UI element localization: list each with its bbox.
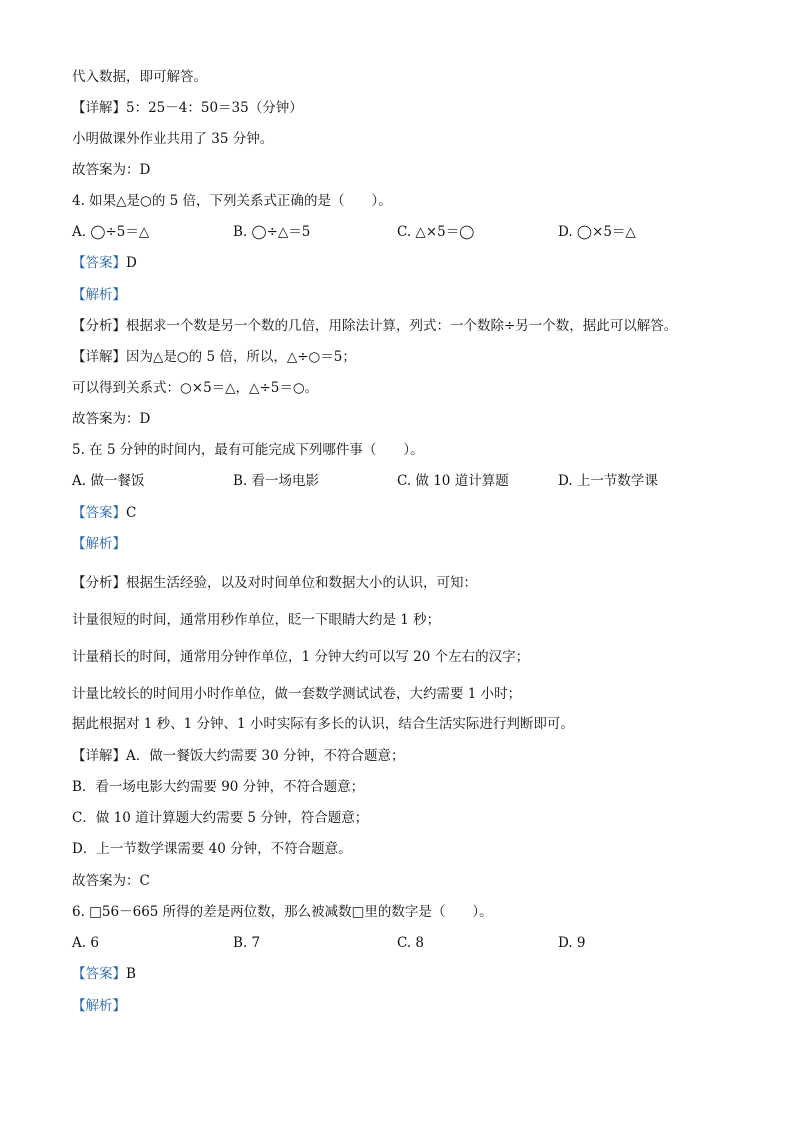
answer-value: C — [126, 505, 137, 521]
q6-option-c: C. 8 — [397, 935, 425, 951]
q4-answer — [72, 253, 137, 273]
text-line: 代入数据，即可解答。 — [72, 69, 207, 85]
q4-xiangjie — [72, 347, 356, 367]
q4-option-b: B. ◯÷△＝5 — [233, 224, 311, 240]
question-4: 4. 如果△是○的 5 倍，下列关系式正确的是（ ）。 — [72, 193, 392, 209]
q5-detail-c: C．做 10 道计算题大约需要 5 分钟，符合题意； — [72, 810, 369, 826]
question-6: 6. □56－665 所得的差是两位数，那么被减数□里的数字是（ ）。 — [72, 904, 493, 920]
q4-option-a: A. ◯÷5＝△ — [72, 224, 150, 240]
xiangjie-text: A．做一餐饭大约需要 30 分钟，不符合题意； — [126, 748, 405, 764]
q5-point-2: 计量稍长的时间，通常用分钟作单位，1 分钟大约可以写 20 个左右的汉字； — [72, 649, 530, 665]
q5-option-a: A. 做一餐饭 — [72, 473, 145, 489]
xiangjie-tag: 【详解】 — [72, 748, 126, 764]
q5-xiangjie — [72, 746, 405, 766]
q4-fenxi — [72, 316, 677, 336]
q6-answer — [72, 964, 136, 984]
q5-point-3: 计量比较长的时间用小时作单位，做一套数学测试试卷，大约需要 1 小时； — [72, 686, 522, 702]
answer-value: B — [126, 966, 136, 982]
q5-detail-b: B．看一场电影大约需要 90 分钟，不符合题意； — [72, 779, 365, 795]
q4-final: 故答案为：D — [72, 411, 151, 427]
xiangjie-text: 因为△是○的 5 倍，所以，△÷○＝5； — [126, 349, 356, 365]
answer-conclusion: 故答案为：D — [72, 162, 151, 178]
q5-point-1: 计量很短的时间，通常用秒作单位，眨一下眼睛大约是 1 秒； — [72, 612, 441, 628]
q6-option-b: B. 7 — [233, 935, 261, 951]
q4-relation: 可以得到关系式：○×5＝△，△÷5＝○。 — [72, 380, 319, 396]
fenxi-text: 根据生活经验，以及对时间单位和数据大小的认识，可知： — [126, 575, 477, 591]
q5-fenxi — [72, 573, 477, 593]
q5-final: 故答案为：C — [72, 873, 150, 889]
fenxi-text: 根据求一个数是另一个数的几倍，用除法计算，列式：一个数除÷另一个数，据此可以解答。 — [126, 318, 678, 334]
q6-analysis-tag: 【解析】 — [72, 998, 126, 1014]
answer-tag: 【答案】 — [72, 255, 126, 271]
answer-tag: 【答案】 — [72, 966, 126, 982]
q5-option-b: B. 看一场电影 — [233, 473, 320, 489]
q4-analysis-tag: 【解析】 — [72, 287, 126, 303]
fenxi-tag: 【分析】 — [72, 318, 126, 334]
text-line: 小明做课外作业共用了 35 分钟。 — [72, 131, 274, 147]
q5-detail-d: D．上一节数学课需要 40 分钟，不符合题意。 — [72, 841, 352, 857]
q5-point-4: 据此根据对 1 秒、1 分钟、1 小时实际有多长的认识，结合生活实际进行判断即可。 — [72, 716, 574, 732]
q4-option-c: C. △×5＝◯ — [397, 224, 475, 240]
detail-tag: 【详解】 — [72, 100, 126, 116]
q6-option-a: A. 6 — [72, 935, 99, 951]
fenxi-tag: 【分析】 — [72, 575, 126, 591]
xiangjie-tag: 【详解】 — [72, 349, 126, 365]
answer-value: D — [126, 255, 137, 271]
detail-text: 5：25－4：50＝35（分钟） — [126, 100, 303, 116]
detail-line — [72, 98, 303, 118]
q5-analysis-tag: 【解析】 — [72, 536, 126, 552]
answer-tag: 【答案】 — [72, 505, 126, 521]
q4-option-d: D. ◯×5＝△ — [558, 224, 636, 240]
q5-option-d: D. 上一节数学课 — [558, 473, 658, 489]
q5-answer — [72, 503, 136, 523]
q5-option-c: C. 做 10 道计算题 — [397, 473, 509, 489]
question-5: 5. 在 5 分钟的时间内，最有可能完成下列哪件事（ ）。 — [72, 442, 424, 458]
q6-option-d: D. 9 — [558, 935, 586, 951]
